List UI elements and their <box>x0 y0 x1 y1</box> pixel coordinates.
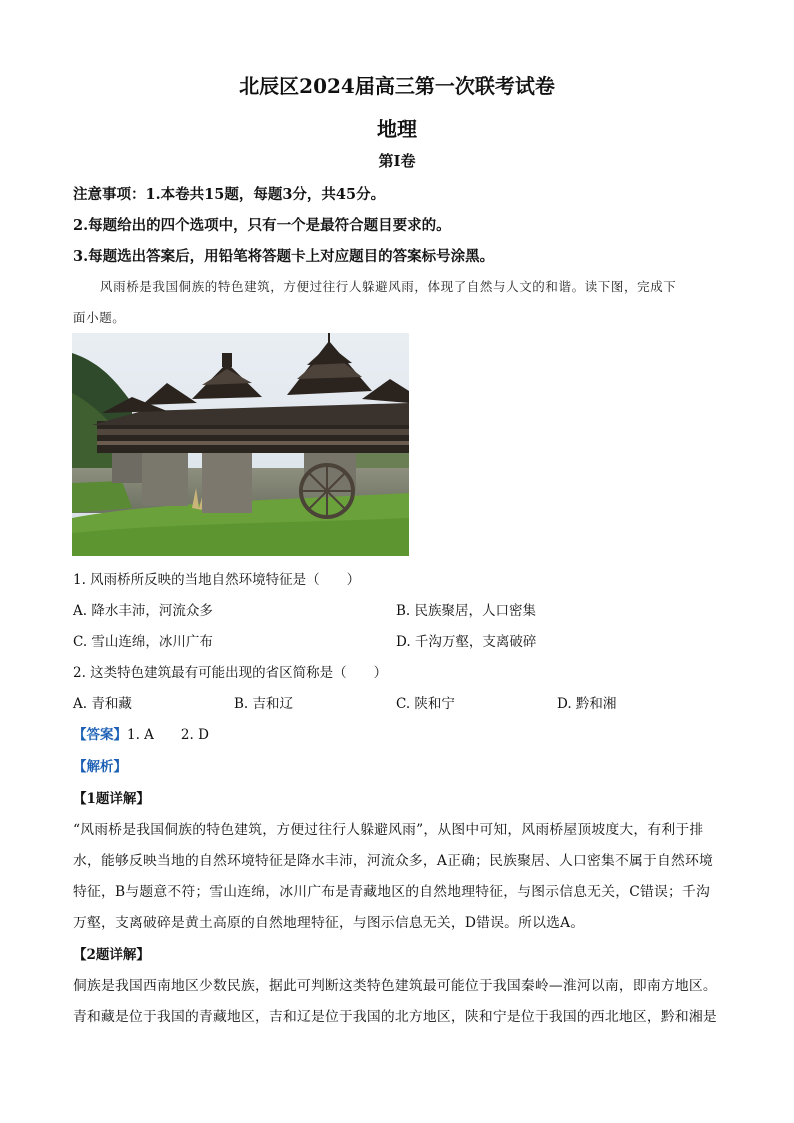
exam-title: 北辰区2024届高三第一次联考试卷 <box>239 74 555 98</box>
volume-label: 第Ⅰ卷 <box>378 152 416 170</box>
question-1-option-a: A. 降水丰沛，河流众多 <box>73 603 213 619</box>
analysis-tag: 【解析】 <box>73 759 127 775</box>
answer-line <box>73 723 209 743</box>
section-1-line-4: 万壑，支离破碎是黄土高原的自然地理特征，与图示信息无关，D错误。所以选A。 <box>73 915 585 931</box>
question-1-option-c: C. 雪山连绵，冰川广布 <box>73 634 213 650</box>
note-line-1: 注意事项：1.本卷共15题，每题3分，共45分。 <box>73 186 386 203</box>
note-line-2: 2.每题给出的四个选项中，只有一个是最符合题目要求的。 <box>73 217 451 234</box>
question-1-option-b: B. 民族聚居，人口密集 <box>396 603 537 619</box>
question-1-stem: 1. 风雨桥所反映的当地自然环境特征是（ ） <box>73 572 361 588</box>
wind-rain-bridge-photo <box>72 333 409 556</box>
intro-line-2: 面小题。 <box>73 310 126 325</box>
question-1-option-d: D. 千沟万壑，支离破碎 <box>396 634 537 650</box>
section-2-line-2: 青和藏是位于我国的青藏地区，吉和辽是位于我国的北方地区，陕和宁是位于我国的西北地区，黔和湘是 <box>73 1009 717 1025</box>
question-2-option-b: B. 吉和辽 <box>234 696 294 712</box>
section-2-title: 【2题详解】 <box>73 947 150 963</box>
section-2-line-1: 侗族是我国西南地区少数民族，据此可判断这类特色建筑最可能位于我国秦岭—淮河以南，即南方地区。 <box>73 978 717 994</box>
answer-text: 1. A 2. D <box>127 727 209 743</box>
question-2-stem: 2. 这类特色建筑最有可能出现的省区简称是（ ） <box>73 665 388 681</box>
subject-title: 地理 <box>377 117 417 141</box>
answer-tag: 【答案】 <box>73 727 127 743</box>
note-line-3: 3.每题选出答案后，用铅笔将答题卡上对应题目的答案标号涂黑。 <box>73 248 495 265</box>
section-1-line-2: 水，能够反映当地的自然环境特征是降水丰沛，河流众多，A正确；民族聚居、人口密集不属于自然环境 <box>73 853 714 869</box>
section-1-line-3: 特征，B与题意不符；雪山连绵，冰川广布是青藏地区的自然地理特征，与图示信息无关，C错误；千沟 <box>73 884 710 900</box>
question-2-option-a: A. 青和藏 <box>73 696 132 712</box>
question-2-option-d: D. 黔和湘 <box>557 696 617 712</box>
intro-line-1: 风雨桥是我国侗族的特色建筑，方便过往行人躲避风雨，体现了自然与人文的和谐。读下图，完成下 <box>100 279 677 294</box>
question-2-option-c: C. 陕和宁 <box>396 696 455 712</box>
section-1-title: 【1题详解】 <box>73 791 150 807</box>
section-1-line-1: “风雨桥是我国侗族的特色建筑，方便过往行人躲避风雨”，从图中可知，风雨桥屋顶坡度大，有利于排 <box>73 822 704 838</box>
